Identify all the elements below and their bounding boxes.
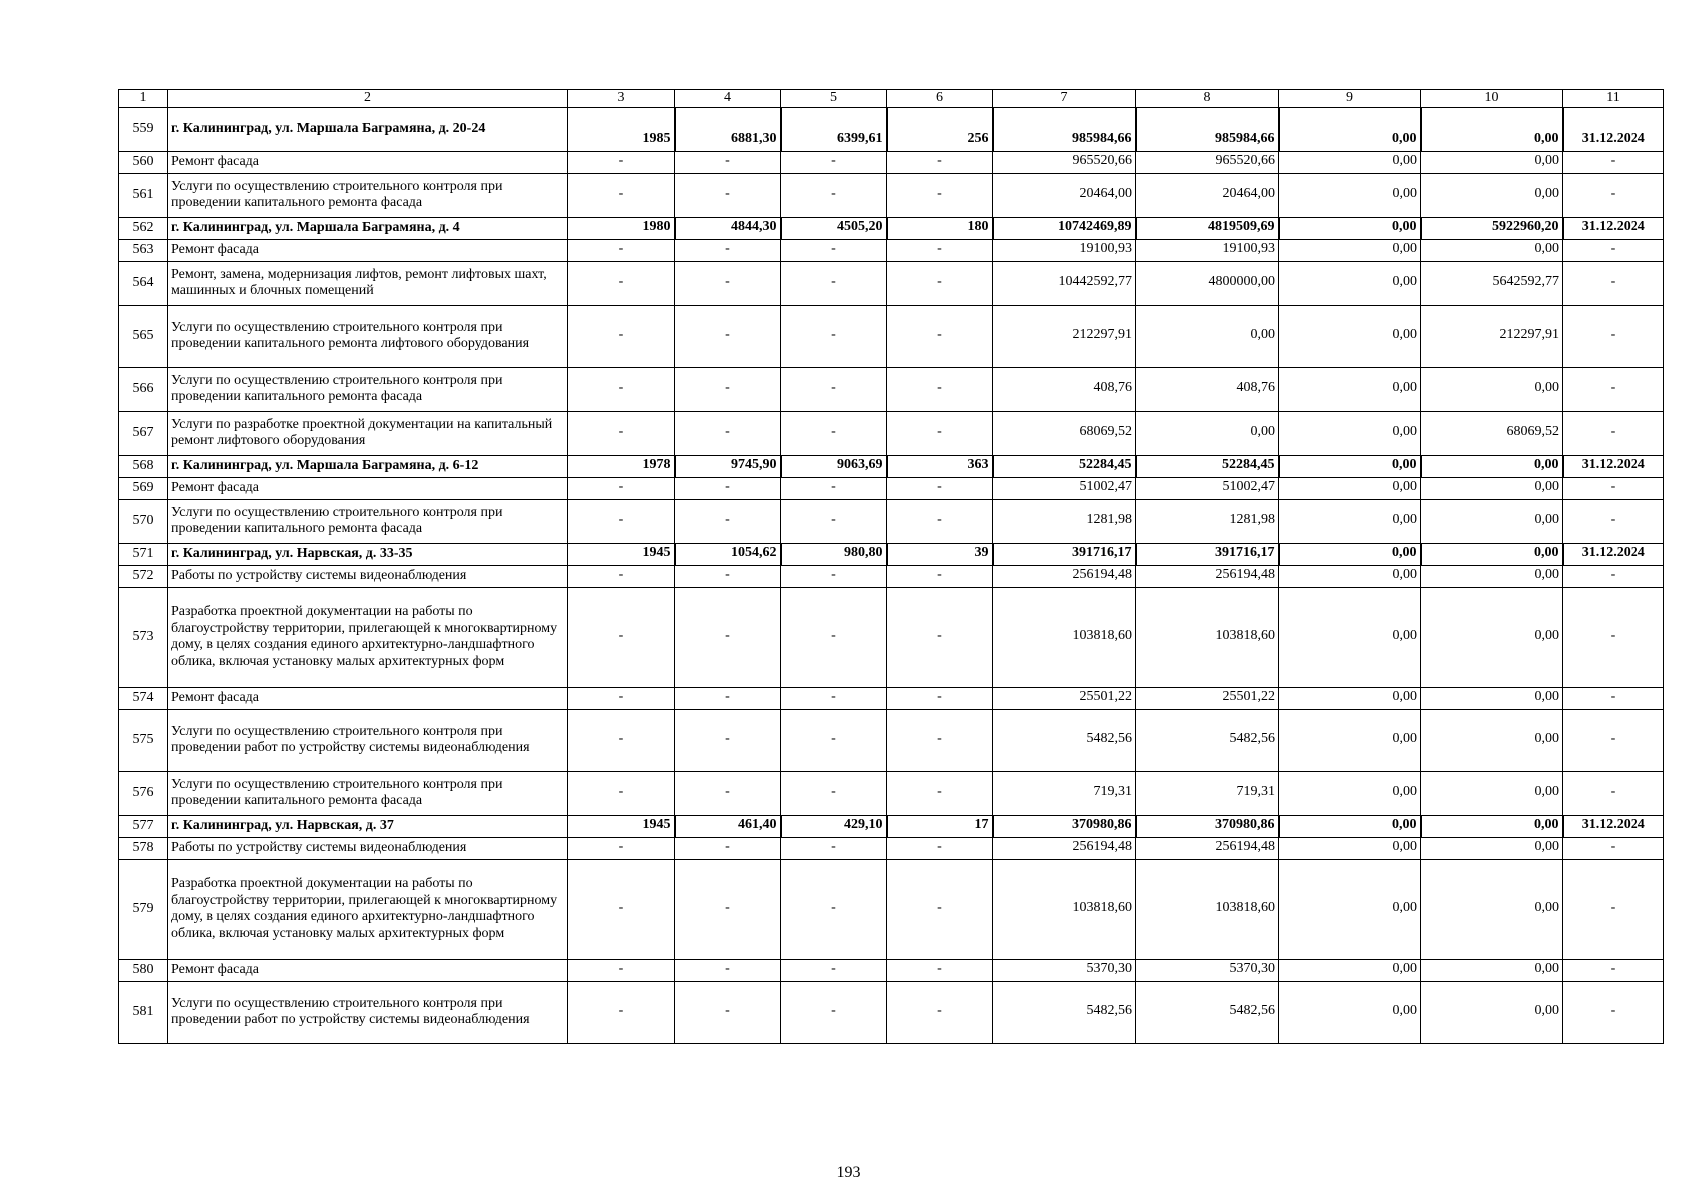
budget-cost-cell: 0,00 bbox=[1279, 305, 1421, 367]
house-row bbox=[119, 815, 1664, 837]
living-area-cell: - bbox=[781, 305, 887, 367]
total-cost-cell: 256194,48 bbox=[993, 837, 1136, 859]
year-cell: - bbox=[568, 709, 675, 771]
row-number-cell: 560 bbox=[119, 151, 168, 173]
deadline-cell: - bbox=[1563, 565, 1664, 587]
budget-cost-cell: 0,00 bbox=[1279, 587, 1421, 687]
residents-cell: - bbox=[887, 239, 993, 261]
living-area-cell: - bbox=[781, 859, 887, 959]
area-cell: - bbox=[675, 411, 781, 455]
area-cell: - bbox=[675, 959, 781, 981]
year-cell: - bbox=[568, 151, 675, 173]
fund-cost-cell: 256194,48 bbox=[1136, 565, 1279, 587]
description-cell: Ремонт фасада bbox=[168, 151, 568, 173]
area-cell: - bbox=[675, 173, 781, 217]
description-cell: Ремонт фасада bbox=[168, 687, 568, 709]
budget-cost-cell: 0,00 bbox=[1279, 565, 1421, 587]
description-cell: Услуги по осуществлению строительного контроля при проведении работ по устройству системы видеонаблюдения bbox=[168, 709, 568, 771]
total-cost-cell: 103818,60 bbox=[993, 859, 1136, 959]
deadline-cell: - bbox=[1563, 709, 1664, 771]
description-cell: г. Калининград, ул. Нарвская, д. 37 bbox=[168, 815, 568, 837]
other-cost-cell: 0,00 bbox=[1421, 367, 1563, 411]
deadline-cell: 31.12.2024 bbox=[1563, 543, 1664, 565]
budget-cost-cell: 0,00 bbox=[1279, 543, 1421, 565]
year-cell: - bbox=[568, 305, 675, 367]
residents-cell: - bbox=[887, 959, 993, 981]
total-cost-cell: 965520,66 bbox=[993, 151, 1136, 173]
budget-cost-cell: 0,00 bbox=[1279, 771, 1421, 815]
work-row bbox=[119, 173, 1664, 217]
row-number-cell: 574 bbox=[119, 687, 168, 709]
row-number-cell: 578 bbox=[119, 837, 168, 859]
residents-cell: - bbox=[887, 709, 993, 771]
fund-cost-cell: 0,00 bbox=[1136, 305, 1279, 367]
living-area-cell: - bbox=[781, 151, 887, 173]
other-cost-cell: 0,00 bbox=[1421, 565, 1563, 587]
area-cell: - bbox=[675, 151, 781, 173]
description-cell: Разработка проектной документации на работы по благоустройству территории, прилегающей к многоквартирному дому, в целях создания единого архитектурно-ландшафтного облика, включая установку малых архитектурных форм bbox=[168, 859, 568, 959]
living-area-cell: - bbox=[781, 367, 887, 411]
area-cell: - bbox=[675, 771, 781, 815]
budget-cost-cell: 0,00 bbox=[1279, 107, 1421, 151]
area-cell: - bbox=[675, 587, 781, 687]
fund-cost-cell: 51002,47 bbox=[1136, 477, 1279, 499]
area-cell: - bbox=[675, 981, 781, 1043]
row-number-cell: 564 bbox=[119, 261, 168, 305]
living-area-cell: 4505,20 bbox=[781, 217, 887, 239]
year-cell: - bbox=[568, 587, 675, 687]
total-cost-cell: 5370,30 bbox=[993, 959, 1136, 981]
deadline-cell: - bbox=[1563, 959, 1664, 981]
residents-cell: - bbox=[887, 499, 993, 543]
budget-cost-cell: 0,00 bbox=[1279, 151, 1421, 173]
area-cell: - bbox=[675, 367, 781, 411]
residents-cell: - bbox=[887, 981, 993, 1043]
deadline-cell: - bbox=[1563, 771, 1664, 815]
living-area-cell: 6399,61 bbox=[781, 107, 887, 151]
budget-cost-cell: 0,00 bbox=[1279, 173, 1421, 217]
description-cell: Ремонт фасада bbox=[168, 959, 568, 981]
other-cost-cell: 0,00 bbox=[1421, 107, 1563, 151]
other-cost-cell: 0,00 bbox=[1421, 771, 1563, 815]
deadline-cell: - bbox=[1563, 239, 1664, 261]
page-number: 193 bbox=[836, 1164, 861, 1181]
total-cost-cell: 19100,93 bbox=[993, 239, 1136, 261]
budget-cost-cell: 0,00 bbox=[1279, 477, 1421, 499]
other-cost-cell: 0,00 bbox=[1421, 239, 1563, 261]
work-row bbox=[119, 151, 1664, 173]
budget-cost-cell: 0,00 bbox=[1279, 411, 1421, 455]
area-cell: 6881,30 bbox=[675, 107, 781, 151]
fund-cost-cell: 103818,60 bbox=[1136, 587, 1279, 687]
other-cost-cell: 0,00 bbox=[1421, 477, 1563, 499]
description-cell: Услуги по осуществлению строительного контроля при проведении работ по устройству системы видеонаблюдения bbox=[168, 981, 568, 1043]
fund-cost-cell: 4800000,00 bbox=[1136, 261, 1279, 305]
area-cell: - bbox=[675, 709, 781, 771]
fund-cost-cell: 408,76 bbox=[1136, 367, 1279, 411]
row-number-cell: 580 bbox=[119, 959, 168, 981]
living-area-cell: - bbox=[781, 771, 887, 815]
living-area-cell: - bbox=[781, 411, 887, 455]
row-number-cell: 561 bbox=[119, 173, 168, 217]
total-cost-cell: 20464,00 bbox=[993, 173, 1136, 217]
other-cost-cell: 0,00 bbox=[1421, 543, 1563, 565]
other-cost-cell: 212297,91 bbox=[1421, 305, 1563, 367]
fund-cost-cell: 103818,60 bbox=[1136, 859, 1279, 959]
row-number-cell: 576 bbox=[119, 771, 168, 815]
total-cost-cell: 103818,60 bbox=[993, 587, 1136, 687]
description-cell: Услуги по осуществлению строительного контроля при проведении капитального ремонта фасада bbox=[168, 173, 568, 217]
year-cell: 1945 bbox=[568, 815, 675, 837]
residents-cell: - bbox=[887, 151, 993, 173]
total-cost-cell: 985984,66 bbox=[993, 107, 1136, 151]
fund-cost-cell: 19100,93 bbox=[1136, 239, 1279, 261]
description-cell: Услуги по осуществлению строительного контроля при проведении капитального ремонта фасада bbox=[168, 499, 568, 543]
other-cost-cell: 0,00 bbox=[1421, 173, 1563, 217]
area-cell: - bbox=[675, 305, 781, 367]
area-cell: - bbox=[675, 239, 781, 261]
residents-cell: 17 bbox=[887, 815, 993, 837]
house-row bbox=[119, 217, 1664, 239]
fund-cost-cell: 5482,56 bbox=[1136, 709, 1279, 771]
row-number-cell: 567 bbox=[119, 411, 168, 455]
description-cell: Ремонт, замена, модернизация лифтов, ремонт лифтовых шахт, машинных и блочных помещений bbox=[168, 261, 568, 305]
description-cell: г. Калининград, ул. Маршала Баграмяна, д. 4 bbox=[168, 217, 568, 239]
deadline-cell: - bbox=[1563, 587, 1664, 687]
data-table bbox=[118, 89, 1664, 1044]
deadline-cell: - bbox=[1563, 305, 1664, 367]
year-cell: 1980 bbox=[568, 217, 675, 239]
deadline-cell: - bbox=[1563, 859, 1664, 959]
total-cost-cell: 51002,47 bbox=[993, 477, 1136, 499]
fund-cost-cell: 20464,00 bbox=[1136, 173, 1279, 217]
deadline-cell: - bbox=[1563, 411, 1664, 455]
living-area-cell: - bbox=[781, 687, 887, 709]
living-area-cell: 429,10 bbox=[781, 815, 887, 837]
year-cell: - bbox=[568, 981, 675, 1043]
area-cell: 1054,62 bbox=[675, 543, 781, 565]
other-cost-cell: 0,00 bbox=[1421, 499, 1563, 543]
area-cell: - bbox=[675, 565, 781, 587]
total-cost-cell: 408,76 bbox=[993, 367, 1136, 411]
budget-cost-cell: 0,00 bbox=[1279, 455, 1421, 477]
row-number-cell: 563 bbox=[119, 239, 168, 261]
fund-cost-cell: 965520,66 bbox=[1136, 151, 1279, 173]
living-area-cell: - bbox=[781, 959, 887, 981]
residents-cell: - bbox=[887, 261, 993, 305]
living-area-cell: - bbox=[781, 565, 887, 587]
other-cost-cell: 0,00 bbox=[1421, 981, 1563, 1043]
work-row bbox=[119, 837, 1664, 859]
deadline-cell: - bbox=[1563, 151, 1664, 173]
area-cell: - bbox=[675, 859, 781, 959]
row-number-cell: 568 bbox=[119, 455, 168, 477]
total-cost-cell: 10742469,89 bbox=[993, 217, 1136, 239]
column-number-cell: 9 bbox=[1279, 90, 1421, 108]
column-number-cell: 6 bbox=[887, 90, 993, 108]
fund-cost-cell: 370980,86 bbox=[1136, 815, 1279, 837]
total-cost-cell: 5482,56 bbox=[993, 709, 1136, 771]
house-row bbox=[119, 455, 1664, 477]
fund-cost-cell: 0,00 bbox=[1136, 411, 1279, 455]
budget-cost-cell: 0,00 bbox=[1279, 859, 1421, 959]
column-number-cell: 2 bbox=[168, 90, 568, 108]
year-cell: - bbox=[568, 411, 675, 455]
row-number-cell: 566 bbox=[119, 367, 168, 411]
other-cost-cell: 0,00 bbox=[1421, 687, 1563, 709]
budget-cost-cell: 0,00 bbox=[1279, 709, 1421, 771]
fund-cost-cell: 4819509,69 bbox=[1136, 217, 1279, 239]
year-cell: - bbox=[568, 837, 675, 859]
description-cell: Работы по устройству системы видеонаблюдения bbox=[168, 837, 568, 859]
other-cost-cell: 0,00 bbox=[1421, 151, 1563, 173]
residents-cell: - bbox=[887, 477, 993, 499]
living-area-cell: 9063,69 bbox=[781, 455, 887, 477]
year-cell: - bbox=[568, 499, 675, 543]
area-cell: - bbox=[675, 261, 781, 305]
row-number-cell: 570 bbox=[119, 499, 168, 543]
table-body bbox=[119, 90, 1664, 1044]
description-cell: Работы по устройству системы видеонаблюдения bbox=[168, 565, 568, 587]
residents-cell: - bbox=[887, 859, 993, 959]
total-cost-cell: 370980,86 bbox=[993, 815, 1136, 837]
total-cost-cell: 52284,45 bbox=[993, 455, 1136, 477]
row-number-cell: 569 bbox=[119, 477, 168, 499]
budget-cost-cell: 0,00 bbox=[1279, 367, 1421, 411]
column-number-cell: 1 bbox=[119, 90, 168, 108]
residents-cell: - bbox=[887, 837, 993, 859]
other-cost-cell: 0,00 bbox=[1421, 815, 1563, 837]
year-cell: - bbox=[568, 367, 675, 411]
fund-cost-cell: 5370,30 bbox=[1136, 959, 1279, 981]
description-cell: Услуги по осуществлению строительного контроля при проведении капитального ремонта фасада bbox=[168, 367, 568, 411]
column-number-cell: 5 bbox=[781, 90, 887, 108]
deadline-cell: 31.12.2024 bbox=[1563, 217, 1664, 239]
description-cell: Услуги по разработке проектной документации на капитальный ремонт лифтового оборудования bbox=[168, 411, 568, 455]
work-row bbox=[119, 477, 1664, 499]
fund-cost-cell: 719,31 bbox=[1136, 771, 1279, 815]
other-cost-cell: 0,00 bbox=[1421, 959, 1563, 981]
other-cost-cell: 0,00 bbox=[1421, 709, 1563, 771]
area-cell: 4844,30 bbox=[675, 217, 781, 239]
description-cell: г. Калининград, ул. Нарвская, д. 33-35 bbox=[168, 543, 568, 565]
year-cell: - bbox=[568, 959, 675, 981]
year-cell: 1945 bbox=[568, 543, 675, 565]
residents-cell: 363 bbox=[887, 455, 993, 477]
description-cell: Услуги по осуществлению строительного контроля при проведении капитального ремонта фасада bbox=[168, 771, 568, 815]
budget-cost-cell: 0,00 bbox=[1279, 261, 1421, 305]
residents-cell: - bbox=[887, 173, 993, 217]
residents-cell: 39 bbox=[887, 543, 993, 565]
area-cell: - bbox=[675, 687, 781, 709]
deadline-cell: 31.12.2024 bbox=[1563, 455, 1664, 477]
total-cost-cell: 68069,52 bbox=[993, 411, 1136, 455]
budget-cost-cell: 0,00 bbox=[1279, 981, 1421, 1043]
residents-cell: - bbox=[887, 367, 993, 411]
other-cost-cell: 0,00 bbox=[1421, 455, 1563, 477]
residents-cell: - bbox=[887, 587, 993, 687]
other-cost-cell: 5922960,20 bbox=[1421, 217, 1563, 239]
year-cell: - bbox=[568, 261, 675, 305]
total-cost-cell: 212297,91 bbox=[993, 305, 1136, 367]
deadline-cell: 31.12.2024 bbox=[1563, 107, 1664, 151]
total-cost-cell: 391716,17 bbox=[993, 543, 1136, 565]
work-row bbox=[119, 261, 1664, 305]
column-number-cell: 10 bbox=[1421, 90, 1563, 108]
living-area-cell: - bbox=[781, 981, 887, 1043]
column-number-cell: 7 bbox=[993, 90, 1136, 108]
deadline-cell: 31.12.2024 bbox=[1563, 815, 1664, 837]
column-number-cell: 3 bbox=[568, 90, 675, 108]
row-number-cell: 565 bbox=[119, 305, 168, 367]
work-row bbox=[119, 565, 1664, 587]
deadline-cell: - bbox=[1563, 837, 1664, 859]
total-cost-cell: 5482,56 bbox=[993, 981, 1136, 1043]
residents-cell: 256 bbox=[887, 107, 993, 151]
deadline-cell: - bbox=[1563, 261, 1664, 305]
residents-cell: - bbox=[887, 687, 993, 709]
year-cell: 1985 bbox=[568, 107, 675, 151]
area-cell: - bbox=[675, 837, 781, 859]
row-number-cell: 575 bbox=[119, 709, 168, 771]
row-number-cell: 577 bbox=[119, 815, 168, 837]
deadline-cell: - bbox=[1563, 981, 1664, 1043]
row-number-cell: 572 bbox=[119, 565, 168, 587]
column-number-header-row bbox=[119, 90, 1664, 108]
living-area-cell: - bbox=[781, 261, 887, 305]
other-cost-cell: 68069,52 bbox=[1421, 411, 1563, 455]
budget-cost-cell: 0,00 bbox=[1279, 815, 1421, 837]
row-number-cell: 562 bbox=[119, 217, 168, 239]
row-number-cell: 559 bbox=[119, 107, 168, 151]
deadline-cell: - bbox=[1563, 367, 1664, 411]
total-cost-cell: 719,31 bbox=[993, 771, 1136, 815]
work-row bbox=[119, 411, 1664, 455]
fund-cost-cell: 25501,22 bbox=[1136, 687, 1279, 709]
budget-cost-cell: 0,00 bbox=[1279, 837, 1421, 859]
other-cost-cell: 0,00 bbox=[1421, 837, 1563, 859]
budget-cost-cell: 0,00 bbox=[1279, 687, 1421, 709]
area-cell: - bbox=[675, 477, 781, 499]
budget-cost-cell: 0,00 bbox=[1279, 959, 1421, 981]
fund-cost-cell: 985984,66 bbox=[1136, 107, 1279, 151]
living-area-cell: 980,80 bbox=[781, 543, 887, 565]
total-cost-cell: 25501,22 bbox=[993, 687, 1136, 709]
work-row bbox=[119, 981, 1664, 1043]
year-cell: - bbox=[568, 859, 675, 959]
work-row bbox=[119, 499, 1664, 543]
year-cell: - bbox=[568, 173, 675, 217]
residents-cell: - bbox=[887, 411, 993, 455]
work-row bbox=[119, 709, 1664, 771]
work-row bbox=[119, 367, 1664, 411]
column-number-cell: 8 bbox=[1136, 90, 1279, 108]
description-cell: Ремонт фасада bbox=[168, 239, 568, 261]
work-row bbox=[119, 959, 1664, 981]
budget-cost-cell: 0,00 bbox=[1279, 239, 1421, 261]
area-cell: 9745,90 bbox=[675, 455, 781, 477]
fund-cost-cell: 256194,48 bbox=[1136, 837, 1279, 859]
total-cost-cell: 256194,48 bbox=[993, 565, 1136, 587]
fund-cost-cell: 5482,56 bbox=[1136, 981, 1279, 1043]
year-cell: 1978 bbox=[568, 455, 675, 477]
work-row bbox=[119, 771, 1664, 815]
other-cost-cell: 0,00 bbox=[1421, 859, 1563, 959]
living-area-cell: - bbox=[781, 837, 887, 859]
living-area-cell: - bbox=[781, 499, 887, 543]
row-number-cell: 581 bbox=[119, 981, 168, 1043]
budget-cost-cell: 0,00 bbox=[1279, 217, 1421, 239]
work-row bbox=[119, 687, 1664, 709]
area-cell: - bbox=[675, 499, 781, 543]
fund-cost-cell: 391716,17 bbox=[1136, 543, 1279, 565]
row-number-cell: 573 bbox=[119, 587, 168, 687]
year-cell: - bbox=[568, 687, 675, 709]
residents-cell: - bbox=[887, 565, 993, 587]
year-cell: - bbox=[568, 565, 675, 587]
column-number-cell: 11 bbox=[1563, 90, 1664, 108]
year-cell: - bbox=[568, 477, 675, 499]
row-number-cell: 571 bbox=[119, 543, 168, 565]
fund-cost-cell: 1281,98 bbox=[1136, 499, 1279, 543]
living-area-cell: - bbox=[781, 477, 887, 499]
living-area-cell: - bbox=[781, 709, 887, 771]
residents-cell: - bbox=[887, 305, 993, 367]
deadline-cell: - bbox=[1563, 173, 1664, 217]
work-row bbox=[119, 859, 1664, 959]
house-row bbox=[119, 107, 1664, 151]
living-area-cell: - bbox=[781, 239, 887, 261]
other-cost-cell: 5642592,77 bbox=[1421, 261, 1563, 305]
description-cell: г. Калининград, ул. Маршала Баграмяна, д. 6-12 bbox=[168, 455, 568, 477]
living-area-cell: - bbox=[781, 587, 887, 687]
total-cost-cell: 1281,98 bbox=[993, 499, 1136, 543]
column-number-cell: 4 bbox=[675, 90, 781, 108]
total-cost-cell: 10442592,77 bbox=[993, 261, 1136, 305]
year-cell: - bbox=[568, 771, 675, 815]
work-row bbox=[119, 305, 1664, 367]
description-cell: г. Калининград, ул. Маршала Баграмяна, д. 20-24 bbox=[168, 107, 568, 151]
description-cell: Разработка проектной документации на работы по благоустройству территории, прилегающей к многоквартирному дому, в целях создания единого архитектурно-ландшафтного облика, включая установку малых архитектурных форм bbox=[168, 587, 568, 687]
other-cost-cell: 0,00 bbox=[1421, 587, 1563, 687]
living-area-cell: - bbox=[781, 173, 887, 217]
description-cell: Ремонт фасада bbox=[168, 477, 568, 499]
year-cell: - bbox=[568, 239, 675, 261]
residents-cell: 180 bbox=[887, 217, 993, 239]
row-number-cell: 579 bbox=[119, 859, 168, 959]
house-row bbox=[119, 543, 1664, 565]
work-row bbox=[119, 239, 1664, 261]
area-cell: 461,40 bbox=[675, 815, 781, 837]
deadline-cell: - bbox=[1563, 499, 1664, 543]
budget-cost-cell: 0,00 bbox=[1279, 499, 1421, 543]
residents-cell: - bbox=[887, 771, 993, 815]
fund-cost-cell: 52284,45 bbox=[1136, 455, 1279, 477]
deadline-cell: - bbox=[1563, 687, 1664, 709]
deadline-cell: - bbox=[1563, 477, 1664, 499]
description-cell: Услуги по осуществлению строительного контроля при проведении капитального ремонта лифтового оборудования bbox=[168, 305, 568, 367]
work-row bbox=[119, 587, 1664, 687]
